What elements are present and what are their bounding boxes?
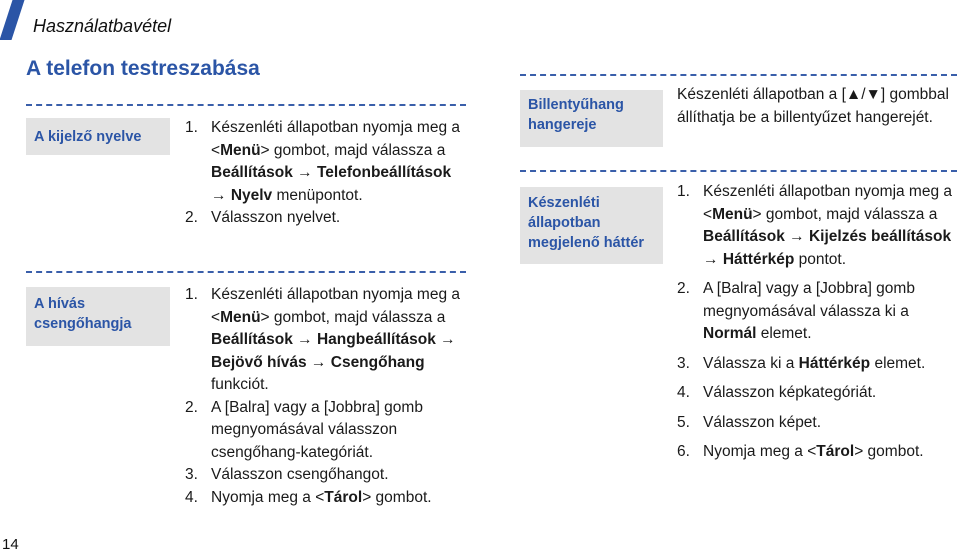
step: 4. Válasszon képkategóriát. — [677, 384, 877, 401]
idle-background-steps — [677, 181, 959, 464]
divider — [520, 74, 957, 76]
step: 6. Nyomja meg a <Tárol> gombot. — [677, 443, 924, 460]
step: 2. A [Balra] vagy a [Jobbra] gomb megnyomásával válasszon csengőhang-kategóriát. — [185, 398, 423, 461]
step: 2. A [Balra] vagy a [Jobbra] gomb megnyomásával válassza ki a Normál elemet. — [677, 280, 915, 342]
step: 4. Nyomja meg a <Tárol> gombot. — [185, 488, 432, 506]
step: 1. Készenléti állapotban nyomja meg a <Menü> gombot, majd válassza a Beállítások → Kijelzés beállítások → Háttérkép pontot. — [677, 183, 953, 268]
label-key-volume: Billentyűhang hangereje — [520, 90, 663, 147]
divider — [26, 271, 466, 273]
key-volume-text: Készenléti állapotban a [▲/▼] gombbal állíthatja be a billentyűzet hangerejét. — [677, 86, 949, 126]
divider — [520, 170, 957, 172]
label-ringtone: A hívás csengőhangja — [26, 287, 170, 346]
step: 2. Válasszon nyelvet. — [185, 209, 341, 226]
label-idle-background: Készenléti állapotban megjelenő háttér — [520, 187, 663, 264]
step: 3. Válasszon csengőhangot. — [185, 466, 389, 483]
step: 5. Válasszon képet. — [677, 413, 822, 431]
section-marker — [0, 0, 24, 40]
page-title: A telefon testreszabása — [26, 57, 260, 80]
ringtone-steps — [185, 284, 470, 509]
page-number: 14 — [2, 536, 19, 553]
divider — [26, 104, 466, 106]
section-header: Használatbavétel — [33, 16, 172, 36]
step: 3. Válassza ki a Háttérkép elemet. — [677, 354, 926, 372]
step: 1. Készenléti állapotban nyomja meg a <Menü> gombot, majd válassza a Beállítások → Hangbeállítások → Bejövő hívás → Csengőhang funkciót. — [185, 286, 461, 393]
step: 1. Készenléti állapotban nyomja meg a <Menü> gombot, majd válassza a Beállítások → Telefonbeállítások → Nyelv menüpontot. — [185, 119, 461, 204]
label-display-language: A kijelző nyelve — [26, 118, 170, 155]
display-language-steps — [185, 117, 470, 230]
